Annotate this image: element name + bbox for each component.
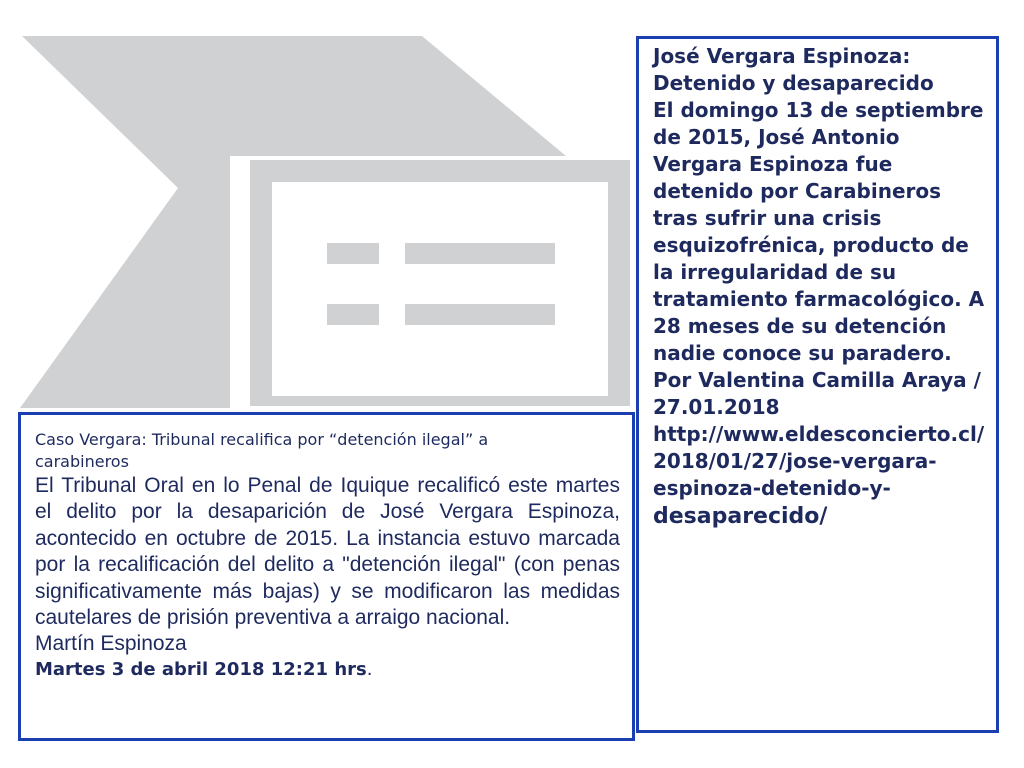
- document-line-short-1: [327, 243, 379, 264]
- article-body: El domingo 13 de septiembre de 2015, José Antonio Vergara Espinoza fue detenido por Carabineros tras sufrir una crisis esquizofrénica, producto de la irregularidad de su tratamiento farmacológico. A 28 meses de su detención nadie conoce su paradero.: [653, 98, 985, 365]
- news-date-line: [35, 657, 620, 683]
- news-date: Martes 3 de abril 2018 12:21 hrs: [35, 659, 367, 681]
- article-title-line1: José Vergara Espinoza:: [653, 44, 911, 68]
- news-body: El Tribunal Oral en lo Penal de Iquique recalificó este martes el delito por la desaparición de José Vergara Espinoza, acontecido en octubre de 2015. La instancia estuvo marcada por la recalificación del delito a "detención ilegal" (con penas significativamente más bajas) y se modificaron las medidas cautelares de prisión preventiva a arraigo nacional.: [35, 474, 620, 630]
- article-title-line2: Detenido y desaparecido: [653, 71, 934, 95]
- news-author: Martín Espinoza: [35, 632, 187, 656]
- article-url[interactable]: http://www.eldesconcierto.cl/2018/01/27/jose-vergara-espinoza-detenido-y-: [653, 422, 985, 500]
- article-byline: Por Valentina Camilla Araya / 27.01.2018: [653, 368, 981, 419]
- news-date-period: .: [366, 659, 373, 681]
- article-url-end[interactable]: desaparecido/: [653, 504, 828, 529]
- article-panel-right: [636, 36, 999, 733]
- document-line-short-2: [327, 304, 379, 325]
- document-line-long-1: [405, 243, 555, 264]
- news-headline: Caso Vergara: Tribunal recalifica por “detención ilegal” a carabineros: [35, 430, 489, 471]
- document-line-long-2: [405, 304, 555, 325]
- article-panel-left: [18, 412, 635, 741]
- document-frame-inner: [272, 182, 608, 396]
